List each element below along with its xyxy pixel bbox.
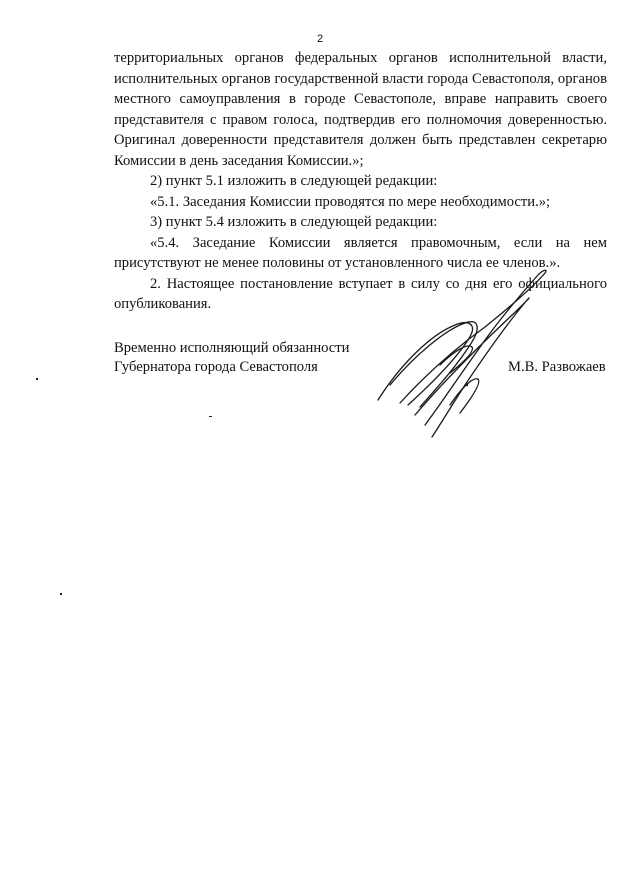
paragraph-effective-date: 2. Настоящее постановление вступает в силу со дня его официального опубликования. bbox=[114, 275, 607, 312]
paragraph-quote-5-4: «5.4. Заседание Комиссии является правомочным, если на нем присутствуют не менее половины от установленного числа ее членов.». bbox=[114, 234, 607, 271]
signatory-name: М.В. Развожаев bbox=[508, 359, 606, 375]
page-number: 2 bbox=[316, 33, 324, 45]
paragraph-quote-5-1: «5.1. Заседания Комиссии проводятся по мере необходимости.»; bbox=[150, 193, 551, 210]
paragraph-item-3: 3) пункт 5.4 изложить в следующей редакции: bbox=[150, 214, 438, 230]
scan-speck bbox=[209, 416, 212, 417]
handwritten-signature bbox=[360, 255, 560, 455]
scan-speck bbox=[60, 593, 62, 595]
paragraph-continuation: территориальных органов федеральных органов исполнительной власти, исполнительных органов государственной власти города Севастополя, органов местного самоуправления в городе Севастополе, вправе направить своего представителя с правом голоса, подтвердив его полномочия доверенностью. Оригинал доверенности представителя должен быть представлен секретарю Комиссии в день заседания Комиссии.»; bbox=[114, 50, 607, 169]
paragraph-item-2: 2) пункт 5.1 изложить в следующей редакции: bbox=[150, 173, 438, 189]
scan-speck bbox=[36, 378, 38, 380]
signatory-position-line-2: Губернатора города Севастополя bbox=[114, 359, 318, 375]
signatory-position-line-1: Временно исполняющий обязанности bbox=[114, 340, 350, 356]
signatory-position bbox=[114, 339, 349, 377]
